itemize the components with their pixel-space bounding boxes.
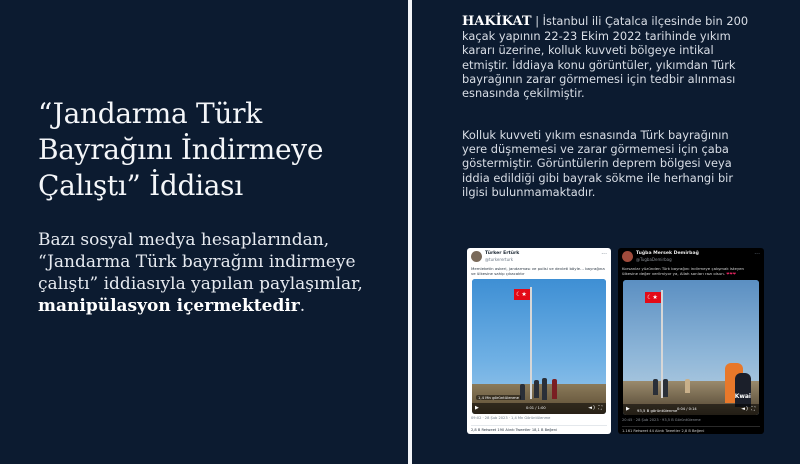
summary <box>38 229 388 317</box>
tweet-stats[interactable]: 1.161 Retweet 44 Alıntı Tweetler 2,8 B Beğeni <box>622 426 760 433</box>
summary-verdict: manipülasyon içermektedir <box>38 296 300 316</box>
person-figure <box>534 380 539 398</box>
paragraph-2: Kolluk kuvveti yıkım esnasında Türk bayrağının yere düşmemesi ve zarar görmemesi için çaba göstermiştir. Görüntülerin deprem bölgesi veya iddia edildiği gibi bayrak sökme ile herhangi bir ilgisi bulunmamaktadır. <box>462 128 734 199</box>
heart-icon: ❤❤❤ <box>726 271 737 276</box>
tweet-meta: 20:45 · 28 Şub 2023 · 93,5 B Görüntülenme <box>622 418 701 422</box>
paragraph-1-text: İstanbul ili Çatalca ilçesinde bin 200 kaçak yapının 22-23 Ekim 2022 tarihinde yıkım kararı üzerine, kolluk kuvveti bölgeye intikal etmiştir. İddiaya konu görüntüler, yıkımdan Türk bayrağının zarar görmemesi için tedbir alınması esnasında çekilmiştir. <box>462 14 749 101</box>
avatar[interactable] <box>471 251 482 262</box>
video-views-badge: 1,4 Mn görüntülenme <box>478 395 519 400</box>
person-figure <box>735 373 751 407</box>
tweet-text: Memleketin askeri, jandarması ve polisi ve devleti böyle… bayrağına ve ülkesine sahip çıkacaktır <box>471 266 605 276</box>
tweet-stats[interactable]: 2,8 B Retweet 190 Alıntı Tweetler 18,1 B Beğeni <box>471 425 607 432</box>
tweet-author-handle[interactable]: @turkererturk <box>485 257 514 262</box>
turkish-flag-icon <box>645 292 661 303</box>
tweet-header <box>471 251 607 265</box>
person-figure <box>685 379 690 393</box>
tweet-card-2[interactable] <box>618 248 764 434</box>
more-icon[interactable]: ··· <box>601 251 607 258</box>
flag-pole <box>530 287 532 399</box>
headline: “Jandarma Türk Bayrağını İndirmeye Çalıştı” İddiası <box>38 97 324 202</box>
tweet-video[interactable] <box>472 279 606 414</box>
volume-fullscreen-icon[interactable]: ◄) ⛶ <box>588 405 603 411</box>
tweet-text <box>622 266 760 276</box>
tweet-card-1[interactable] <box>467 248 611 434</box>
video-time: 0:01 / 1:00 <box>526 406 546 410</box>
brand-separator: | <box>531 14 543 28</box>
person-figure <box>653 379 658 395</box>
summary-text: Bazı sosyal medya hesaplarından, “Jandarma Türk bayrağını indirmeye çalıştı” iddiasıyla yapılan paylaşımlar, <box>38 230 363 294</box>
tweet-meta: 09:02 · 28 Şub 2023 · 1,4 Mn Görüntülenme <box>471 416 551 420</box>
tweet-author-handle[interactable]: @TugbaDemirbag <box>636 257 672 262</box>
brand-label: HAKİKAT <box>462 14 532 29</box>
play-icon[interactable]: ▶ <box>475 405 479 411</box>
volume-fullscreen-icon[interactable]: ◄) ⛶ <box>741 406 756 412</box>
right-panel <box>412 0 800 464</box>
video-watermark: Kwai <box>734 393 751 400</box>
more-icon[interactable]: ··· <box>754 251 760 258</box>
paragraph-1 <box>462 14 752 100</box>
video-time: 0:04 / 0:14 <box>677 407 697 411</box>
turkish-flag-icon <box>514 289 530 300</box>
tweet-text-body: Korsanlar yüzünden Türk bayrağını indirmeye çalışmak isteyen ülkesine değer verilmiyor ya, Allah sonları razı olsun. <box>622 266 745 276</box>
play-icon[interactable]: ▶ <box>626 406 630 412</box>
person-figure <box>542 378 547 400</box>
person-figure <box>663 379 668 397</box>
person-figure <box>552 379 557 399</box>
summary-end: . <box>299 296 306 316</box>
video-views-badge: 93,5 B görüntülenme <box>637 408 678 413</box>
tweet-author-name[interactable]: Türker Ertürk <box>485 251 520 256</box>
video-controls <box>472 403 606 414</box>
tweet-header <box>622 251 760 265</box>
tweet-author-name[interactable]: Tuğba Mersek Demirbağ <box>636 251 699 256</box>
avatar[interactable] <box>622 251 633 262</box>
tweet-video[interactable] <box>623 280 759 415</box>
